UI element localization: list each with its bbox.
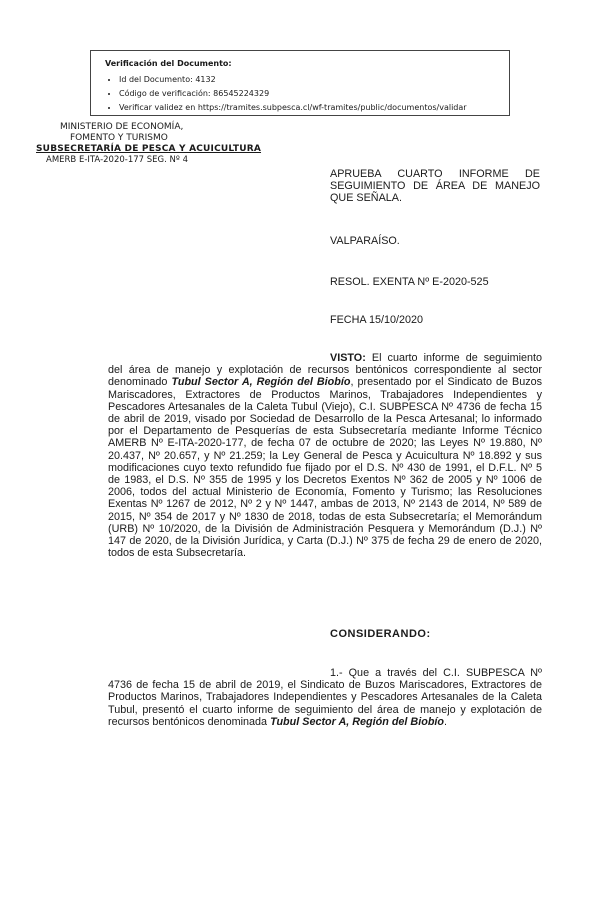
subsecretaria-name: SUBSECRETARÍA DE PESCA Y ACUICULTURA [36,144,262,154]
verification-list [105,73,509,115]
letterhead [36,122,286,166]
resolution-date: FECHA 15/10/2020 [330,314,424,326]
considerando-heading: CONSIDERANDO: [330,628,431,640]
considerando-1-text: 1.- Que a través del C.I. SUBPESCA Nº 4736 de fecha 15 de abril de 2019, el Sindicato de Buzos Mariscadores, Extractores de Productos Marinos, Trabajadores Independientes y Pescadores Artesanales de la Caleta Tubul, presentó el cuarto informe de seguimiento del área de manejo y explotación de recursos bentónicos denominada [108,667,542,728]
visto-paragraph [108,352,542,559]
document-id-item: • Id del Documento: 4132 [119,73,509,87]
ministry-line-1: MINISTERIO DE ECONOMÍA, [60,122,184,132]
verification-url-item[interactable]: • Verificar validez en https://tramites.subpesca.cl/wf-tramites/public/documentos/validar [119,101,509,115]
considerando-item-1 [108,667,542,728]
place: VALPARAÍSO. [330,235,400,247]
ministry-line-2: FOMENTO Y TURISMO [70,133,168,143]
verification-code-item: • Código de verificación: 86545224329 [119,87,509,101]
considerando-1-sector: Tubul Sector A, Región del Biobío [270,715,445,728]
resolution-number: RESOL. EXENTA Nº E-2020-525 [330,276,489,288]
visto-label: VISTO: [330,352,366,364]
verification-title: Verificación del Documento: [105,59,232,68]
reference-number: AMERB E-ITA-2020-177 SEG. Nº 4 [46,155,188,165]
considerando-1-end: . [444,715,448,728]
resolution-subject: APRUEBA CUARTO INFORME DE SEGUIMIENTO DE ÁREA DE MANEJO QUE SEÑALA. [330,168,540,205]
verification-box [90,50,510,116]
visto-sector: Tubul Sector A, Región del Biobío [171,376,351,389]
visto-text-1: El cuarto informe de seguimiento del área de manejo y explotación de recursos bentónicos correspondiente al sector denominado [108,352,542,389]
visto-text-2: , presentado por el Sindicato de Buzos Mariscadores, Extractores de Productos Marinos, Trabajadores Independientes y Pescadores Artesanales de la Caleta Tubul (Viejo), C.I. SUBPESCA Nº 4736 de fecha 15 de abril de 2019, visado por Sociedad de Desarrollo de la Pesca Artesanal; lo informado por el Departamento de Pesquerías de esta Subsecretaría mediante Informe Técnico AMERB Nº E-ITA-2020-177, de fecha 07 de octubre de 2020; las Leyes Nº 19.880, Nº 20.437, Nº 20.657, y Nº 21.259; la Ley General de Pesca y Acuicultura Nº 18.892 y sus modificaciones cuyo texto refundido fue fijado por el D.S. Nº 430 de 1991, el D.F.L. Nº 5 de 1983, el D.S. Nº 355 de 1995 y los Decretos Exentos Nº 362 de 2005 y Nº 1006 de 2006, todos del actual Ministerio de Economía, Fomento y Turismo; las Resoluciones Exentas Nº 1267 de 2012, Nº 2 y Nº 1447, ambas de 2013, Nº 2143 de 2014, Nº 589 de 2015, Nº 354 de 2017 y Nº 1830 de 2018, todas de esta Subsecretaría; el Memorándum (URB) Nº 10/2020, de la División de Administración Pesquera y Memorándum (D.J.) Nº 147 de 2020, de la División Jurídica, y Carta (D.J.) Nº 375 de fecha 29 de enero de 2020, todos de esta Subsecretaría. [108,376,543,560]
